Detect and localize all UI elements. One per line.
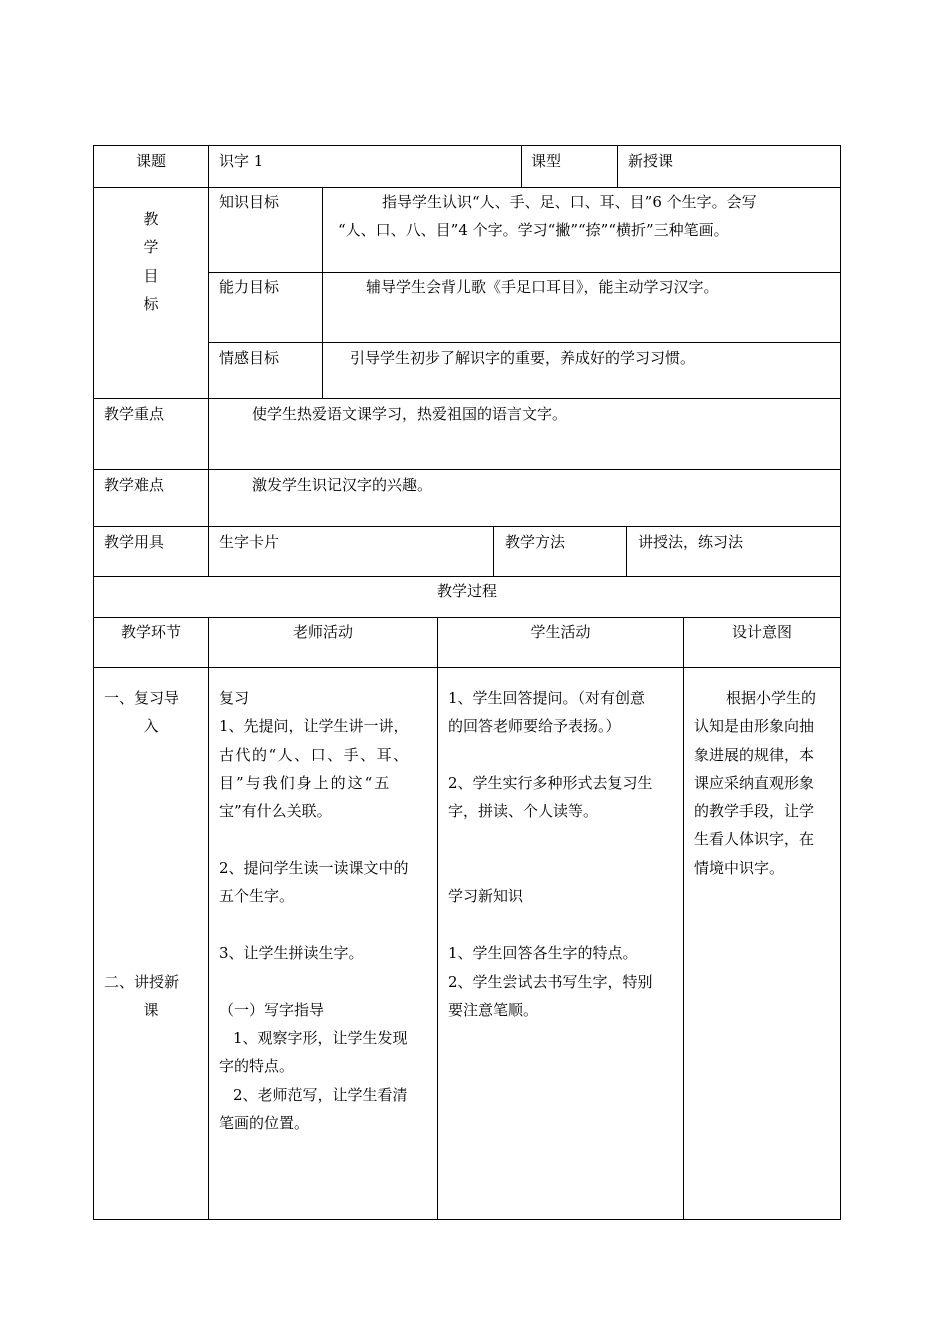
emotion-goal-label: 情感目标 xyxy=(219,349,280,367)
stage-review-line1: 一、复习导 xyxy=(104,689,180,707)
intent-line: 认知是由形象向抽 xyxy=(694,717,815,735)
col-header-student: 学生活动 xyxy=(530,623,591,641)
col-header-intent: 设计意图 xyxy=(731,623,792,641)
teacher-line: 古代的“人、口、手、耳、 xyxy=(219,746,410,764)
tools-value: 生字卡片 xyxy=(219,533,280,551)
emotion-goal-text: 引导学生初步了解识字的重要，养成好的学习习惯。 xyxy=(350,349,696,367)
intent-line: 的教学手段，让学 xyxy=(694,802,815,820)
key-point-text: 使学生热爱语文课学习，热爱祖国的语言文字。 xyxy=(252,405,568,423)
student-line: 2、学生实行多种形式去复习生 xyxy=(448,774,653,792)
method-value: 讲授法，练习法 xyxy=(638,533,744,551)
teacher-line: 1、先提问，让学生讲一讲， xyxy=(219,717,409,735)
knowledge-goal-line1: 指导学生认识“人、手、足、口、耳、目”6 个生字。会写 xyxy=(382,193,757,211)
teacher-line: 2、提问学生读一读课文中的 xyxy=(219,859,409,877)
student-line: 1、学生回答提问。（对有创意 xyxy=(448,689,646,707)
teacher-line: （一）写字指导 xyxy=(219,1001,325,1019)
teacher-line: 字的特点。 xyxy=(219,1057,295,1075)
key-point-label: 教学重点 xyxy=(104,405,165,423)
topic-label: 课题 xyxy=(135,152,166,170)
intent-line: 象进展的规律，本 xyxy=(694,746,815,764)
teacher-line: 3、让学生拼读生字。 xyxy=(219,944,364,962)
intent-line: 情境中识字。 xyxy=(694,859,785,877)
student-line: 要注意笔顺。 xyxy=(448,1001,539,1019)
teacher-line: 复习 xyxy=(219,689,250,707)
student-line: 字，拼读、个人读等。 xyxy=(448,802,599,820)
teacher-line: 1、观察字形，让学生发现 xyxy=(233,1029,408,1047)
teacher-line: 笔画的位置。 xyxy=(219,1114,310,1132)
stage-newlesson-line2: 课 xyxy=(143,1001,159,1019)
difficulty-text: 激发学生识记汉字的兴趣。 xyxy=(252,476,433,494)
goals-label-char: 目 xyxy=(143,267,159,285)
stage-review-line2: 入 xyxy=(143,717,159,735)
topic-value: 识字 1 xyxy=(219,152,264,170)
tools-label: 教学用具 xyxy=(104,533,165,551)
teacher-line: 2、老师范写，让学生看清 xyxy=(233,1086,408,1104)
type-value: 新授课 xyxy=(628,152,674,170)
intent-line: 课应采纳直观形象 xyxy=(694,774,815,792)
intent-line: 生看人体识字，在 xyxy=(694,830,815,848)
teacher-line: 宝”有什么关联。 xyxy=(219,802,332,820)
student-line: 1、学生回答各生字的特点。 xyxy=(448,944,638,962)
ability-goal-text: 辅导学生会背儿歌《手足口耳目》，能主动学习汉字。 xyxy=(366,278,719,296)
knowledge-goal-line2: “人、口、八、目”4 个字。学习“撇”“捺”“横折”三种笔画。 xyxy=(338,221,729,239)
intent-line: 根据小学生的 xyxy=(726,689,817,707)
col-header-stage: 教学环节 xyxy=(120,623,181,641)
difficulty-label: 教学难点 xyxy=(104,476,165,494)
teacher-line: 目”与我们身上的这“五 xyxy=(219,774,392,792)
method-label: 教学方法 xyxy=(505,533,566,551)
ability-goal-label: 能力目标 xyxy=(219,278,280,296)
type-label: 课型 xyxy=(531,152,562,170)
stage-newlesson-line1: 二、讲授新 xyxy=(104,973,180,991)
process-title: 教学过程 xyxy=(436,582,497,600)
student-line: 学习新知识 xyxy=(448,887,524,905)
teacher-line: 五个生字。 xyxy=(219,887,295,905)
student-line: 的回答老师要给予表扬。） xyxy=(448,717,621,735)
knowledge-goal-label: 知识目标 xyxy=(219,193,280,211)
student-line: 2、学生尝试去书写生字，特别 xyxy=(448,973,653,991)
goals-label-char: 教 xyxy=(143,210,159,228)
goals-label-char: 学 xyxy=(143,238,159,256)
col-header-teacher: 老师活动 xyxy=(292,623,353,641)
goals-label-char: 标 xyxy=(143,295,159,313)
